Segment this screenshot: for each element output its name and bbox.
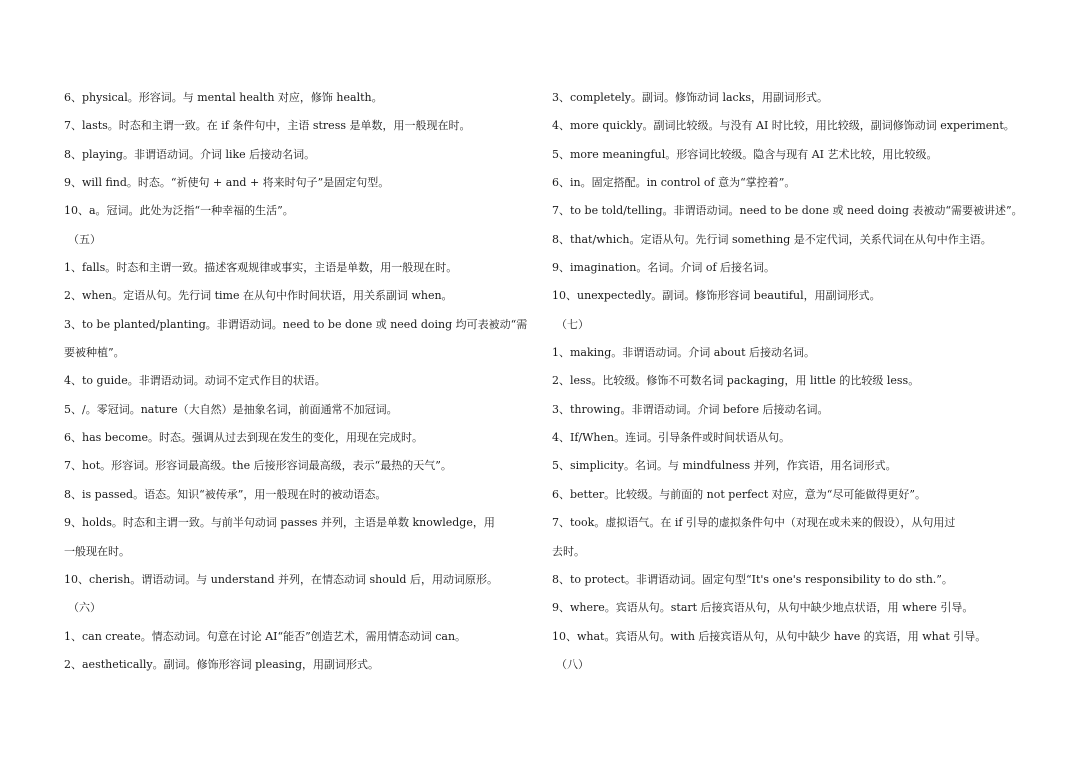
- answer-line: 8、is passed。语态。知识“被传承”，用一般现在时的被动语态。: [64, 487, 387, 501]
- answer-line: 1、making。非谓语动词。介词 about 后接动名词。: [552, 346, 816, 360]
- answer-line-continuation: 一般现在时。: [64, 544, 130, 558]
- answer-line: 1、falls。时态和主谓一致。描述客观规律或事实，主语是单数，用一般现在时。: [64, 261, 458, 275]
- section-heading: （五）: [68, 232, 101, 246]
- right-column: [552, 84, 1022, 679]
- answer-line: 9、imagination。名词。介词 of 后接名词。: [552, 261, 776, 275]
- answer-line: 2、aesthetically。副词。修饰形容词 pleasing，用副词形式。: [64, 657, 380, 671]
- answer-line: 10、a。冠词。此处为泛指“一种幸福的生活”。: [64, 204, 294, 218]
- answer-line: 6、physical。形容词。与 mental health 对应，修饰 health。: [64, 91, 383, 104]
- answer-line: 7、hot。形容词。形容词最高级。the 后接形容词最高级，表示“最热的天气”。: [64, 459, 452, 473]
- answer-line: 3、completely。副词。修饰动词 lacks，用副词形式。: [552, 91, 828, 104]
- answer-line: 8、to protect。非谓语动词。固定句型“It's one's responsibility to do sth.”。: [552, 572, 953, 586]
- answer-line: 4、to guide。非谓语动词。动词不定式作目的状语。: [64, 374, 326, 388]
- answer-line: 6、better。比较级。与前面的 not perfect 对应，意为“尽可能做得更好”。: [552, 487, 926, 501]
- answer-line: 9、holds。时态和主谓一致。与前半句动词 passes 并列，主语是单数 knowledge，用: [64, 516, 495, 530]
- answer-line: 8、playing。非谓语动词。介词 like 后接动名词。: [64, 147, 316, 161]
- answer-line: 9、where。宾语从句。start 后接宾语从句，从句中缺少地点状语，用 where 引导。: [552, 601, 974, 615]
- section-heading: （八）: [556, 657, 589, 671]
- answer-line: 4、more quickly。副词比较级。与没有 AI 时比较，用比较级，副词修饰动词 experiment。: [552, 119, 1015, 133]
- answer-line: 3、to be planted/planting。非谓语动词。need to be done 或 need doing 均可表被动“需: [64, 317, 528, 331]
- answer-line: 10、cherish。谓语动词。与 understand 并列，在情态动词 should 后，用动词原形。: [64, 572, 498, 586]
- answer-line: 2、when。定语从句。先行词 time 在从句中作时间状语，用关系副词 when。: [64, 289, 453, 303]
- answer-line: 1、can create。情态动词。句意在讨论 AI“能否”创造艺术，需用情态动词 can。: [64, 629, 467, 643]
- answer-line: 10、unexpectedly。副词。修饰形容词 beautiful，用副词形式。: [552, 289, 881, 303]
- section-heading: （六）: [68, 601, 101, 615]
- answer-line: 7、lasts。时态和主谓一致。在 if 条件句中，主语 stress 是单数，用一般现在时。: [64, 119, 471, 133]
- answer-line: 5、more meaningful。形容词比较级。隐含与现有 AI 艺术比较，用比较级。: [552, 147, 938, 161]
- answer-line: 10、what。宾语从句。with 后接宾语从句，从句中缺少 have 的宾语，用 what 引导。: [552, 629, 987, 643]
- answer-line-continuation: 去时。: [552, 544, 585, 558]
- answer-line: 5、simplicity。名词。与 mindfulness 并列，作宾语，用名词形式。: [552, 459, 897, 473]
- answer-line: 5、/。零冠词。nature（大自然）是抽象名词，前面通常不加冠词。: [64, 402, 398, 416]
- answer-line: 4、If/When。连词。引导条件或时间状语从句。: [552, 431, 791, 445]
- answer-line: 2、less。比较级。修饰不可数名词 packaging，用 little 的比较级 less。: [552, 374, 920, 388]
- answer-line: 7、took。虚拟语气。在 if 引导的虚拟条件句中（对现在或未来的假设），从句用过: [552, 516, 956, 530]
- answer-line: 3、throwing。非谓语动词。介词 before 后接动名词。: [552, 402, 829, 416]
- answer-line: 7、to be told/telling。非谓语动词。need to be done 或 need doing 表被动“需要被讲述”。: [552, 204, 1023, 218]
- left-column: [64, 84, 544, 679]
- answer-line: 6、has become。时态。强调从过去到现在发生的变化，用现在完成时。: [64, 431, 424, 445]
- answer-line-continuation: 要被种植”。: [64, 346, 125, 360]
- answer-line: 9、will find。时态。“祈使句 + and + 将来时句子”是固定句型。: [64, 176, 390, 190]
- section-heading: （七）: [556, 317, 589, 331]
- answer-line: 8、that/which。定语从句。先行词 something 是不定代词，关系代词在从句中作主语。: [552, 232, 992, 246]
- answer-line: 6、in。固定搭配。in control of 意为“掌控着”。: [552, 176, 796, 190]
